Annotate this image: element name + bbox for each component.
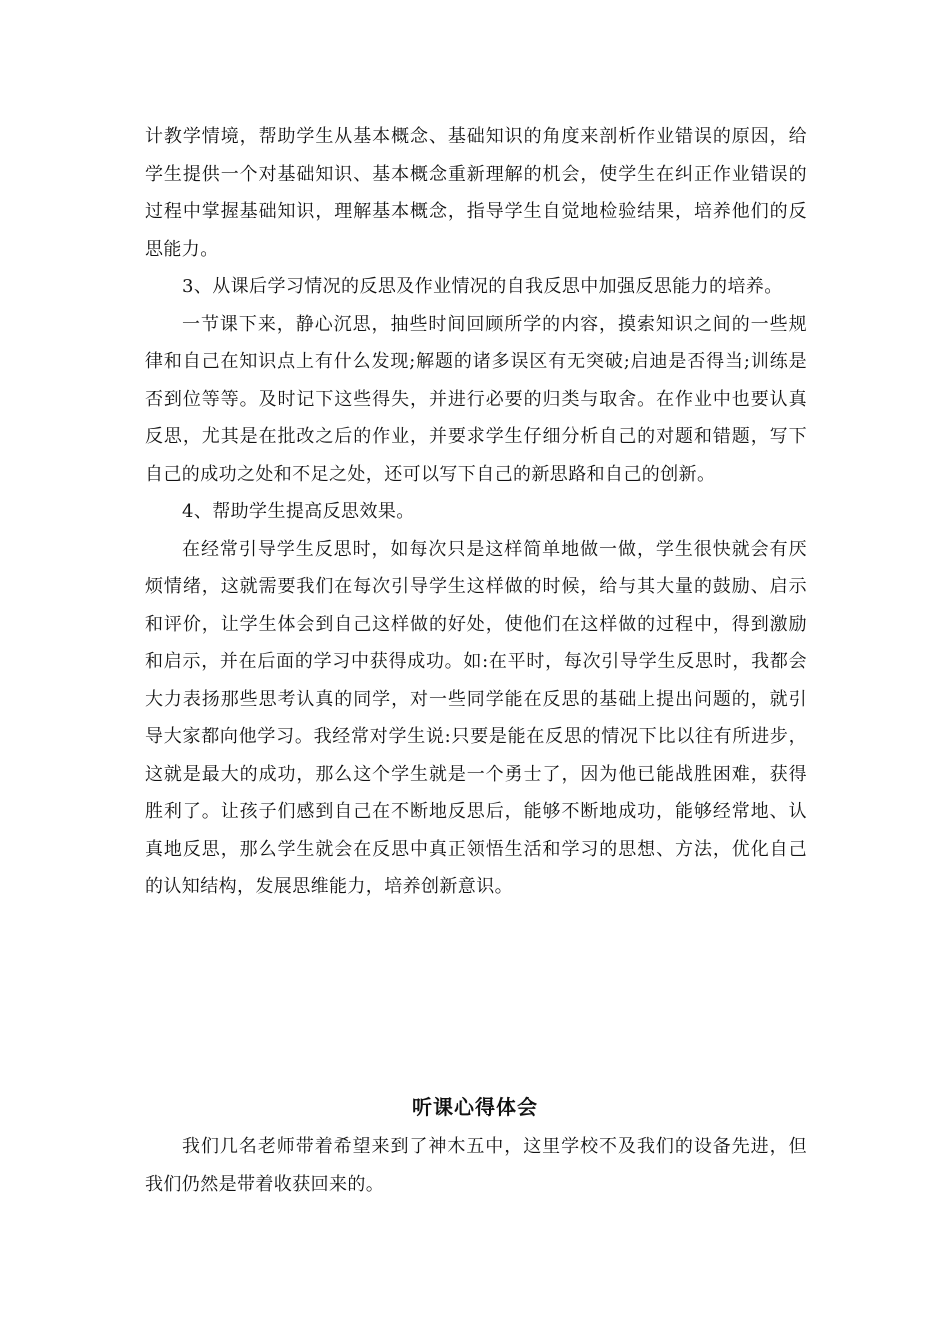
point-4-paragraph: 在经常引导学生反思时，如每次只是这样简单地做一做，学生很快就会有厌烦情绪，这就需要我们在每次引导学生这样做的时候，给与其大量的鼓励、启示和评价，让学生体会到自己这样做的好处，使他们在这样做的过程中，得到激励和启示，并在后面的学习中获得成功。如:在平时，每次引导学生反思时，我都会大力表扬那些思考认真的同学，对一些同学能在反思的基础上提出问题的，就引导大家都向他学习。我经常对学生说:只要是能在反思的情况下比以往有所进步，这就是最大的成功，那么这个学生就是一个勇士了，因为他已能战胜困难，获得胜利了。让孩子们感到自己在不断地反思后，能够不断地成功，能够经常地、认真地反思，那么学生就会在反思中真正领悟生活和学习的思想、方法，优化自己的认知结构，发展思维能力，培养创新意识。 [145, 538, 807, 897]
point-4-heading: 4、帮助学生提高反思效果。 [182, 501, 415, 522]
point-3-heading: 3、从课后学习情况的反思及作业情况的自我反思中加强反思能力的培养。 [182, 276, 783, 297]
section-title: 听课心得体会 [412, 1095, 538, 1119]
section-body [145, 1128, 807, 1203]
essay-body [145, 118, 807, 906]
continuation-paragraph: 计教学情境，帮助学生从基本概念、基础知识的角度来剖析作业错误的原因，给学生提供一个对基础知识、基本概念重新理解的机会，使学生在纠正作业错误的过程中掌握基础知识，理解基本概念，指导学生自觉地检验结果，培养他们的反思能力。 [145, 126, 807, 260]
point-3-paragraph: 一节课下来，静心沉思，抽些时间回顾所学的内容，摸索知识之间的一些规律和自己在知识点上有什么发现;解题的诸多误区有无突破;启迪是否得当;训练是否到位等等。及时记下这些得失，并进行必要的归类与取舍。在作业中也要认真反思，尤其是在批改之后的作业，并要求学生仔细分析自己的对题和错题，写下自己的成功之处和不足之处，还可以写下自己的新思路和自己的创新。 [145, 313, 807, 485]
section-intro-paragraph: 我们几名老师带着希望来到了神木五中，这里学校不及我们的设备先进，但我们仍然是带着收获回来的。 [145, 1136, 807, 1195]
